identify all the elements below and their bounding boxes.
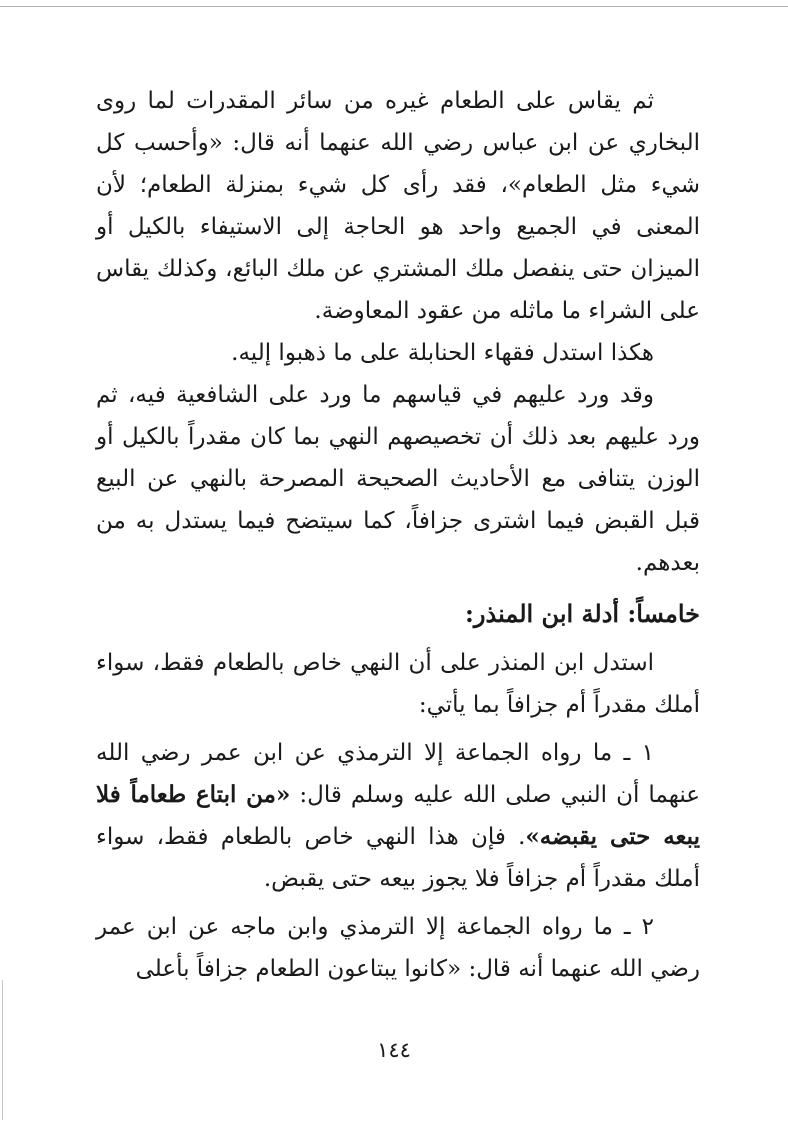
paragraph-hanabila-summary: هكذا استدل فقهاء الحنابلة على ما ذهبوا إليه. [231, 340, 654, 366]
section-heading: خامساً: أدلة ابن المنذر: [465, 599, 700, 628]
list-item-evidence-2: ٢ ـ ما رواه الجماعة إلا الترمذي وابن ماجه عن ابن عمر رضي الله عنهما أنه قال: «كانوا يبتاعون الطعام جزافاً بأعلى [96, 914, 700, 982]
paragraph-objection: وقد ورد عليهم في قياسهم ما ورد على الشافعية فيه، ثم ورد عليهم بعد ذلك أن تخصيصهم النهي بما كان مقدراً بالكيل أو الوزن يتنافى مع الأحاديث الصحيحة المصرحة بالنهي عن البيع قبل القبض فيما اشترى جزافاً، كما سيتضح فيما يستدل به من بعدهم. [96, 382, 700, 576]
top-border-line [0, 0, 788, 7]
paragraph-ibn-almundhir-intro: استدل ابن المنذر على أن النهي خاص بالطعام فقط، سواء أملك مقدراً أم جزافاً بما يأتي: [96, 650, 700, 718]
page-body [96, 80, 700, 990]
list-item-evidence-1 [96, 732, 700, 900]
paragraph-qiyas: ثم يقاس على الطعام غيره من سائر المقدرات لما روى البخاري عن ابن عباس رضي الله عنهما أنه قال: «وأحسب كل شيء مثل الطعام»، فقد رأى كل شيء بمنزلة الطعام؛ لأن المعنى في الجميع واحد هو الحاجة إلى الاستيفاء بالكيل أو الميزان حتى ينفصل ملك المشتري عن ملك البائع، وكذلك يقاس على الشراء ما ماثله من عقود المعاوضة. [96, 88, 700, 324]
page-number: ١٤٤ [377, 1038, 411, 1062]
hadith-quote: «من ابتاع طعاماً فلا يبعه حتى يقبضه» [96, 781, 700, 850]
evidence-1-lead: ١ ـ ما رواه الجماعة إلا الترمذي عن ابن عمر رضي الله عنهما أن النبي صلى الله عليه وسلم قال: [96, 740, 700, 808]
evidence-1-rest: . فإن هذا النهي خاص بالطعام فقط، سواء أملك مقدراً أم جزافاً فلا يجوز بيعه حتى يقبض. [96, 824, 700, 892]
